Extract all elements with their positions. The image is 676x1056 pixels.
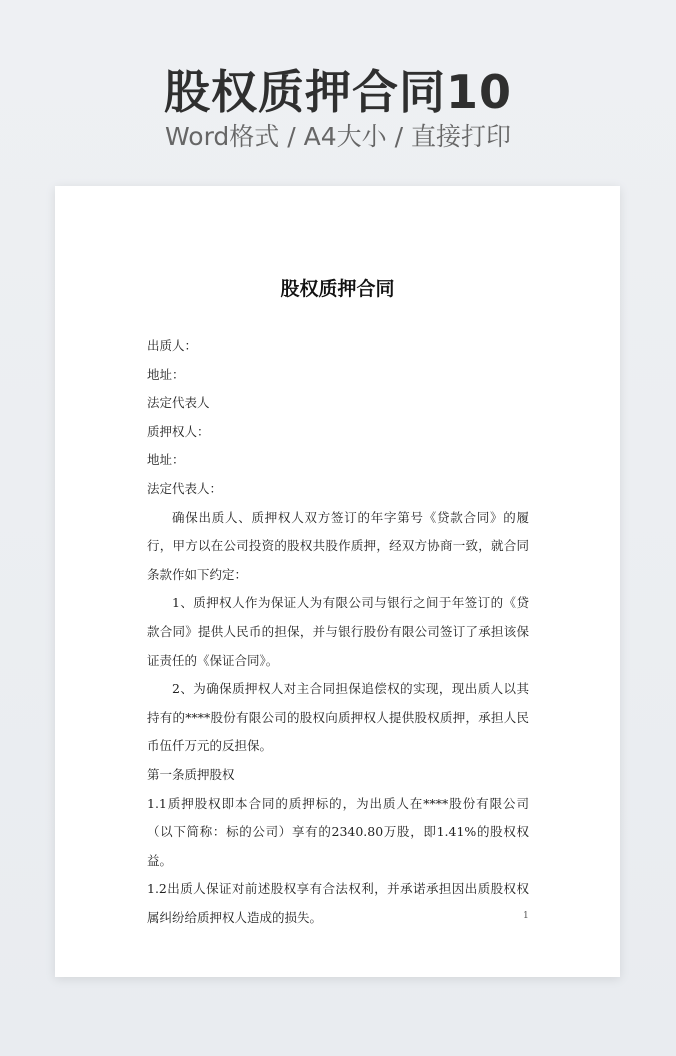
banner-subtitle: Word格式 / A4大小 / 直接打印 [165, 122, 511, 151]
pledgee-address-line: 地址： [147, 452, 185, 468]
pledgor-representative-line: 法定代表人 [147, 395, 210, 411]
clause-1-1: 1.1质押股权即本合同的质押标的，为出质人在****股份有限公司（以下简称：标的公司）享有的2340.80万股，即1.41%的股权权益。 [147, 795, 529, 868]
paragraph-2: 2、为确保质押权人对主合同担保追偿权的实现，现出质人以其持有的****股份有限公司的股权向质押权人提供股权质押，承担人民币伍仟万元的反担保。 [147, 681, 529, 754]
document-title: 股权质押合同 [280, 278, 395, 300]
pledgee-representative-line: 法定代表人： [147, 480, 223, 496]
document-page [55, 186, 620, 977]
pledgor-line: 出质人： [147, 338, 198, 353]
paragraph-1: 1、质押权人作为保证人为有限公司与银行之间于年签订的《贷款合同》提供人民币的担保，并与银行股份有限公司签订了承担该保证责任的《保证合同》。 [147, 595, 529, 668]
clause-1-2: 1.2出质人保证对前述股权享有合法权利，并承诺承担因出质股权权属纠纷给质押权人造成的损失。 [147, 881, 529, 925]
pledgee-line: 质押权人： [147, 423, 210, 439]
article-heading: 第一条质押股权 [147, 766, 235, 782]
banner-title: 股权质押合同10 [163, 65, 512, 119]
intro-paragraph: 确保出质人、质押权人双方签订的年字第号《贷款合同》的履行，甲方以在公司投资的股权共股作质押，经双方协商一致，就合同条款作如下约定： [147, 509, 529, 582]
pledgor-address-line: 地址： [147, 366, 185, 382]
document-body [147, 332, 529, 932]
page-number: 1 [523, 911, 529, 921]
